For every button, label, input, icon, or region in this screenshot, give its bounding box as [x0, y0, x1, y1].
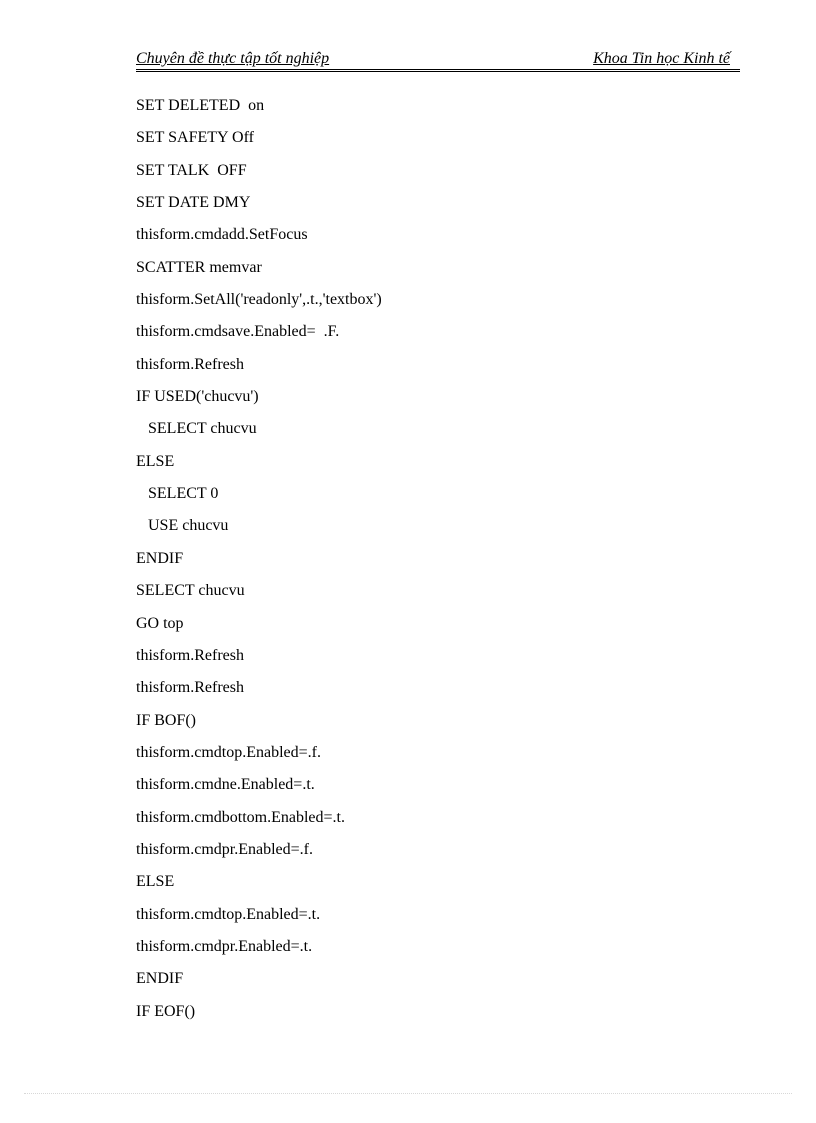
- code-line: SET DATE DMY: [136, 194, 251, 212]
- code-line: SCATTER memvar: [136, 258, 262, 276]
- code-listing: [136, 95, 756, 1033]
- code-line: SET DELETED on: [136, 97, 265, 114]
- code-line: thisform.Refresh: [136, 679, 244, 697]
- code-line: SELECT chucvu: [136, 582, 245, 600]
- code-line: thisform.Refresh: [136, 646, 244, 664]
- code-line: thisform.cmdbottom.Enabled=.t.: [136, 808, 345, 826]
- code-line: thisform.cmdpr.Enabled=.f.: [136, 840, 313, 858]
- code-line: ELSE: [136, 452, 175, 470]
- code-line: ELSE: [136, 873, 175, 891]
- code-line: GO top: [136, 614, 184, 632]
- code-line: IF EOF(): [136, 1002, 196, 1020]
- code-line: ENDIF: [136, 549, 184, 567]
- code-line: thisform.Refresh: [136, 355, 244, 373]
- code-line: IF BOF(): [136, 711, 197, 729]
- header-right-title: Khoa Tin học Kinh tế: [593, 50, 730, 67]
- header-left-title: Chuyên đề thực tập tốt nghiệp: [136, 50, 330, 67]
- code-line: thisform.SetAll('readonly',.t.,'textbox'): [136, 291, 382, 309]
- page-bottom-dotted-rule: [24, 1093, 792, 1094]
- code-line: SET SAFETY Off: [136, 129, 254, 147]
- code-line: thisform.cmdpr.Enabled=.t.: [136, 937, 313, 955]
- code-line: SET TALK OFF: [136, 161, 247, 179]
- code-line: SELECT chucvu: [136, 420, 257, 438]
- code-line: thisform.cmdne.Enabled=.t.: [136, 776, 315, 794]
- code-line: ENDIF: [136, 970, 184, 988]
- code-line: thisform.cmdtop.Enabled=.t.: [136, 905, 321, 923]
- code-line: thisform.cmdadd.SetFocus: [136, 226, 308, 244]
- header-double-rule: [136, 69, 740, 72]
- code-line: USE chucvu: [136, 517, 229, 535]
- page-header: [136, 49, 740, 71]
- code-line: SELECT 0: [136, 485, 219, 503]
- code-line: thisform.cmdsave.Enabled= .F.: [136, 323, 340, 341]
- code-line: thisform.cmdtop.Enabled=.f.: [136, 743, 321, 761]
- code-line: IF USED('chucvu'): [136, 388, 259, 406]
